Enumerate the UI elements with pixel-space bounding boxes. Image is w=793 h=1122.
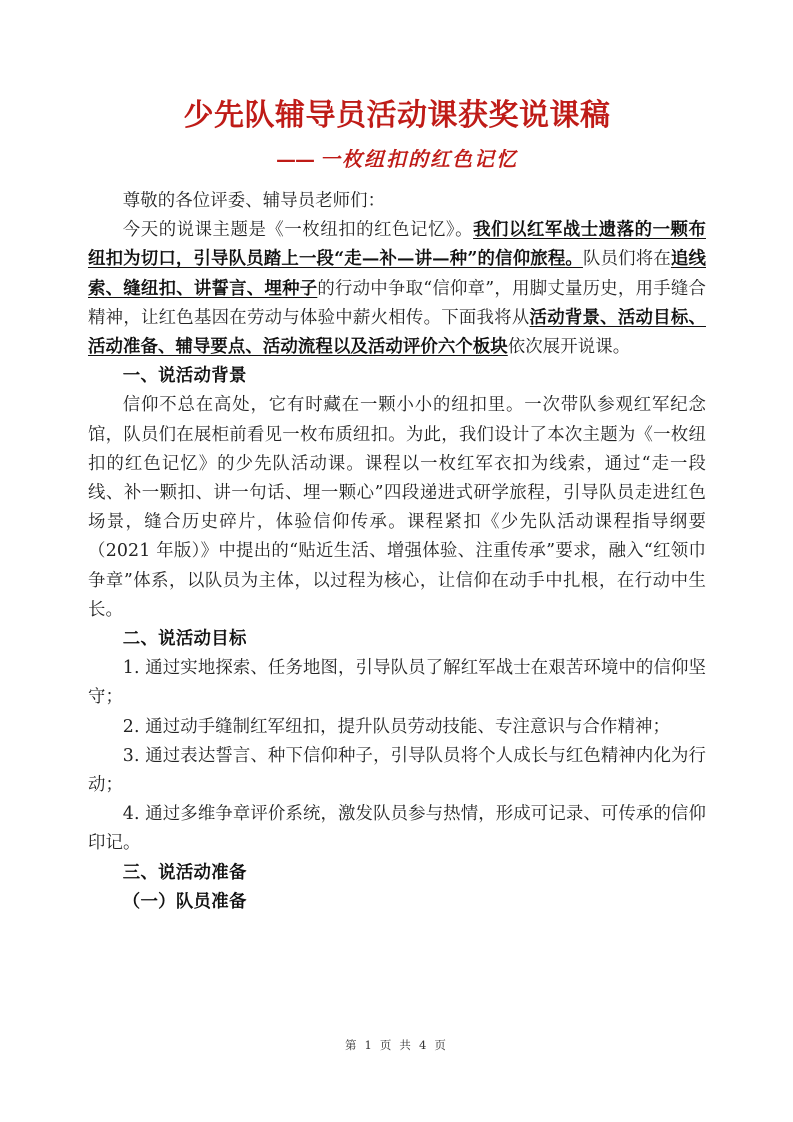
document-subtitle [88, 136, 706, 173]
intro-emphasis-2: 追线索、缝纽扣、讲誓言、埋种子 [88, 249, 706, 299]
section-2-paragraph-4: 4. 通过多维争章评价系统，激发队员参与热情，形成可记录、可传承的信仰印记。 [88, 804, 706, 854]
section-1-paragraph-1: 信仰不总在高处，它有时藏在一颗小小的纽扣里。一次带队参观红军纪念馆，队员们在展柜前看见一枚布质纽扣。为此，我们设计了本次主题为《一枚纽扣的红色记忆》的少先队活动课。课程以一枚红军衣扣为线索，通过“走一段线、补一颗扣、讲一句话、埋一颗心”四段递进式研学旅程，引导队员走进红色场景，缝合历史碎片，体验信仰传承。课程紧扣《少先队活动课程指导纲要（2021 年版）》中提出的“贴近生活、增强体验、注重传承”要求，融入“红领巾争章”体系，以队员为主体，以过程为核心，让信仰在动手中扎根，在行动中生长。 [88, 395, 706, 620]
salutation-paragraph: 尊敬的各位评委、辅导员老师们： [122, 191, 386, 211]
section-heading-3: 三、说活动准备 [122, 862, 247, 883]
intro-text-part1: 今天的说课主题是《一枚纽扣的红色记忆》。 [122, 220, 474, 241]
intro-emphasis-3: 活动背景、活动目标、活动准备、辅导要点、活动流程以及活动评价六个板块 [88, 307, 706, 358]
section-heading-1: 一、说活动背景 [122, 366, 247, 387]
intro-paragraph [88, 216, 706, 362]
page-footer: 第 1 页 共 4 页 [344, 1038, 449, 1052]
document-body [88, 173, 706, 917]
section-3-subheading-1: （一）队员准备 [122, 891, 247, 912]
intro-text-part3: 的行动中争取“信仰章”，用脚丈量历史，用手缝合精神，让红色基因在劳动与体验中薪火相传。下面我将从 [88, 278, 706, 328]
section-2-paragraph-1: 1. 通过实地探索、任务地图，引导队员了解红军战士在艰苦环境中的信仰坚守； [88, 658, 706, 708]
section-heading-2: 二、说活动目标 [122, 629, 247, 650]
section-2-paragraph-3: 3. 通过表达誓言、种下信仰种子，引导队员将个人成长与红色精神内化为行动； [88, 745, 706, 796]
intro-emphasis-1: 我们以红军战士遗落的一颗布纽扣为切口，引导队员踏上一段“走—补—讲—种”的信仰旅程。 [88, 220, 706, 270]
page-title: 少先队辅导员活动课获奖说课稿 [183, 98, 611, 133]
subtitle-text: 一枚纽扣的红色记忆 [320, 147, 518, 171]
section-2-paragraph-2: 2. 通过动手缝制红军纽扣，提升队员劳动技能、专注意识与合作精神； [122, 716, 670, 737]
subtitle-dash: —— [276, 147, 314, 171]
intro-text-part2: 队员们将在 [583, 249, 671, 270]
intro-text-part4: 依次展开说课。 [507, 337, 631, 358]
page-content [88, 0, 706, 917]
